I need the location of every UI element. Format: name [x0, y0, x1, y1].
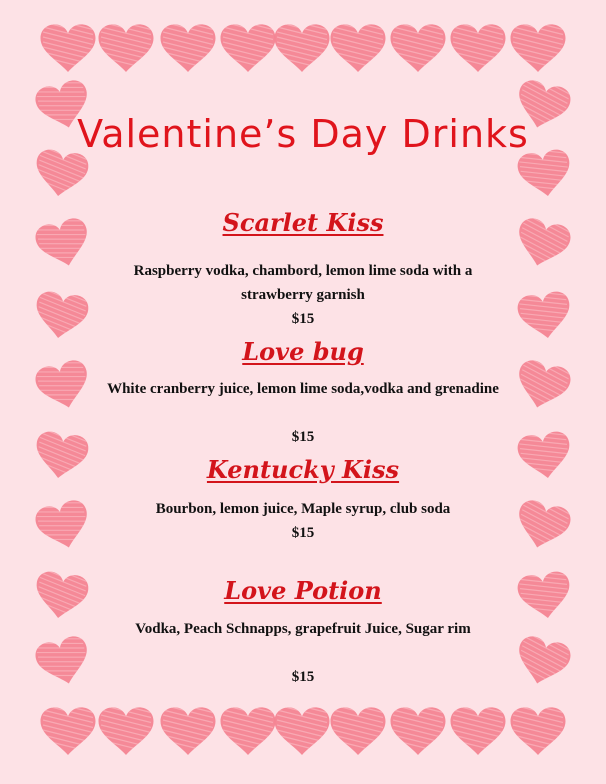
drink-description-kentucky-kiss: Bourbon, lemon juice, Maple syrup, club soda — [155, 501, 451, 517]
scribbled-heart-icon — [511, 700, 566, 755]
drink-name-scarlet-kiss: Scarlet Kiss — [222, 208, 384, 237]
scribbled-heart-icon — [331, 700, 386, 755]
drink-price-love-bug: $15 — [291, 429, 315, 445]
menu-title: Valentine’s Day Drinks — [77, 112, 529, 156]
scribbled-heart-icon — [511, 17, 566, 72]
scribbled-heart-icon — [275, 700, 330, 755]
scribbled-heart-icon — [99, 700, 154, 755]
drink-name-love-potion: Love Potion — [224, 576, 382, 605]
drink-description-scarlet-kiss: Raspberry vodka, chambord, lemon lime soda with a strawberry garnish — [133, 263, 473, 303]
drink-name-love-bug: Love bug — [242, 337, 364, 366]
drink-name-kentucky-kiss: Kentucky Kiss — [206, 455, 400, 484]
scribbled-heart-icon — [41, 700, 96, 755]
scribbled-heart-icon — [275, 17, 330, 72]
scribbled-heart-icon — [161, 17, 216, 72]
scribbled-heart-icon — [451, 17, 506, 72]
drink-description-love-potion: Vodka, Peach Schnapps, grapefruit Juice, Sugar rim — [135, 621, 471, 637]
scribbled-heart-icon — [221, 700, 276, 755]
drink-description-love-bug: White cranberry juice, lemon lime soda,vodka and grenadine — [107, 381, 499, 397]
scribbled-heart-icon — [391, 700, 446, 755]
scribbled-heart-icon — [41, 17, 96, 72]
drink-price-kentucky-kiss: $15 — [291, 525, 315, 541]
scribbled-heart-icon — [391, 17, 446, 72]
drink-price-love-potion: $15 — [291, 669, 315, 685]
scribbled-heart-icon — [99, 17, 154, 72]
scribbled-heart-icon — [451, 700, 506, 755]
drink-price-scarlet-kiss: $15 — [291, 311, 315, 327]
scribbled-heart-icon — [221, 17, 276, 72]
scribbled-heart-icon — [331, 17, 386, 72]
scribbled-heart-icon — [161, 700, 216, 755]
